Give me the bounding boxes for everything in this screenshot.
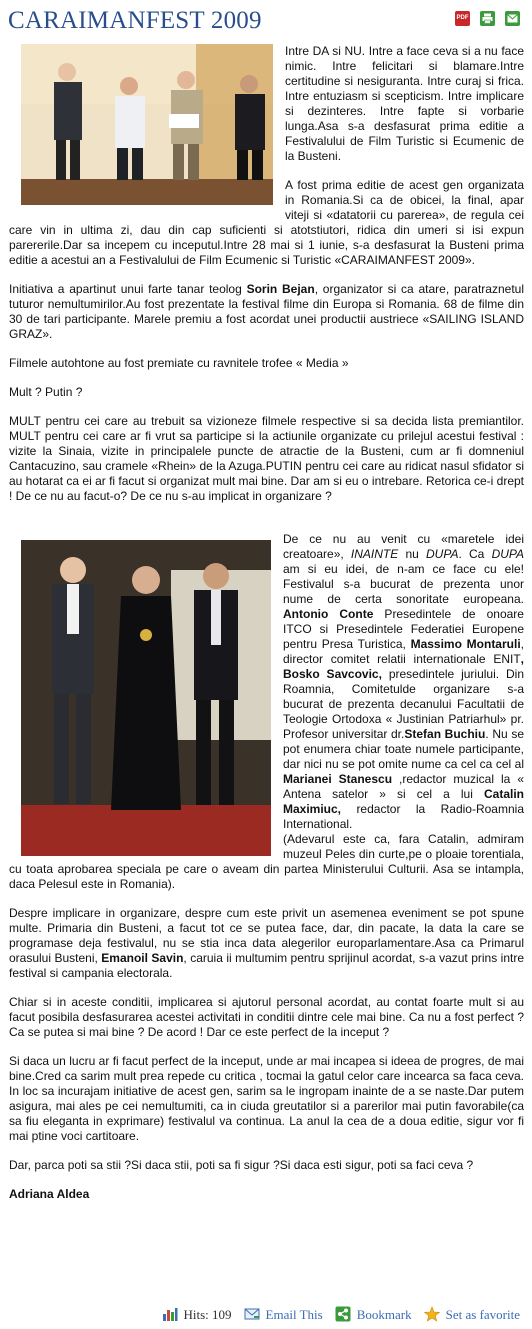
person-name: Marianei Stanescu bbox=[283, 772, 393, 786]
article-title: CARAIMANFEST 2009 bbox=[8, 7, 262, 34]
festival-award-photo bbox=[21, 44, 273, 205]
emphasis: DUPA bbox=[491, 547, 525, 561]
paragraph-initiative bbox=[9, 282, 524, 342]
emphasis: DUPA bbox=[426, 547, 459, 561]
guests-photo bbox=[21, 540, 271, 856]
text-segment: Presedintele de onoare ITCO si Presedintele Federatiei Europene pentru Presa Turistica, bbox=[283, 607, 524, 651]
person-name: Stefan Buchiu bbox=[404, 727, 486, 741]
text-segment: ,redactor muzical la « Antena satelor » si cel a lui bbox=[283, 772, 524, 801]
article-author: Adriana Aldea bbox=[9, 1187, 90, 1201]
article-toolbar bbox=[455, 11, 520, 26]
paragraph-progress: Si daca un lucru ar fi facut perfect de la inceput, unde ar mai incapea si ideea de progres, de mai bine.Cred ca sarim mult prea repede cu critica , tocmai la gatul celor care incearca sa faca ceva. In loc sa incurajam initiative de acest gen, sarim sa le ingropam inainte de a se naste.Dar putem asigura, mai ales pe cei nemultumiti, ca in ciuda greutatilor si a parerilor mai putin favorabile(ca sa fiu eleganta in exprimare) festivalul va continua. La anul la cea de a doua editie, sigur vor fi mai ptine voci cartitoare. bbox=[9, 1054, 524, 1143]
text-segment: , caruia ii multumim pentru sprijinul acordat, s-a vazut prins intre festival si campania electorala. bbox=[9, 951, 524, 980]
person-name: Sorin Bejan bbox=[246, 282, 315, 296]
favorite-star-icon[interactable] bbox=[424, 1306, 440, 1322]
print-icon[interactable] bbox=[480, 11, 495, 26]
paragraph-intro: Intre DA si NU. Intre a face ceva si a nu face nimic. Intre felicitari si blamare.Intre certitudine si nesiguranta. Intre curaj si frica. Intre entuziasm si scepticism. Intre implicare si dezinteres. Intre fapte si vorbarie lunga.Asa s-a desfasurat prima editie a Festivalului de Film Turistic si Ecumenic de la Busteni. bbox=[285, 44, 524, 163]
person-name: Massimo Montaruli bbox=[410, 637, 521, 651]
text-segment: redactor la Radio-Roamnia International. bbox=[283, 802, 524, 831]
set-favorite-link[interactable]: Set as favorite bbox=[445, 1306, 520, 1322]
pdf-icon-label: PDF bbox=[456, 15, 469, 21]
hits-counter: Hits: 109 bbox=[183, 1306, 232, 1322]
text-segment: presedintele juriului. Din Roamnia, Comitetulde organizare s-a bucurat de prezenta decanului Facultatii de Teologie Ortodoxa « Justinian Patriarhul» pr. Profesor universitar dr. bbox=[283, 667, 524, 741]
email-icon[interactable] bbox=[505, 11, 520, 26]
article-footer bbox=[0, 1304, 526, 1324]
paragraph-awards: Filmele autohtone au fost premiate cu ravnitele trofee « Media » bbox=[9, 356, 349, 370]
text-segment: am si eu idei, de n-am ce face cu ele! Festivalul s-a bucurat de prezenta unor nume de certa sonoritate europeana. bbox=[283, 562, 524, 606]
email-this-link[interactable]: Email This bbox=[265, 1306, 323, 1322]
text-segment: nu bbox=[398, 547, 427, 561]
text-segment: . Ca bbox=[458, 547, 492, 561]
paragraph-conditions: Chiar si in aceste conditii, implicarea si ajutorul personal acordat, au contat foarte mult si au facut posibila desfasurarea acestei activitati in conditii dintre cele mai bine. Ca nu a fost perfect ? Ca se putea si mai bine ? De acord ! Dar ce este perfect de la inceput ? bbox=[9, 995, 524, 1039]
person-name: Emanoil Savin bbox=[101, 951, 184, 965]
text-segment: . Nu se pot enumera chiar toate numele participante, dar nici nu se pot omite nume ca cel ca cel al bbox=[283, 727, 525, 771]
emphasis: INAINTE bbox=[350, 547, 399, 561]
text-segment: De ce nu au venit cu «maretele idei creatoare», bbox=[283, 532, 524, 561]
text-segment: , director comitet relatii internationale ENIT bbox=[283, 637, 524, 666]
email-this-icon[interactable] bbox=[244, 1306, 260, 1322]
text-segment: (Adevarul este ca, fara Catalin, admiram muzeul Peles din curte,pe o ploaie torentiala, cu toata aprobarea speciala pe care o aveam din partea Ministerului Culturii. Asa se intampla, daca Pelesul este in Romania). bbox=[9, 832, 524, 891]
person-name: Catalin Maximiuc, bbox=[283, 787, 524, 816]
text-segment: Initiativa a apartinut unui farte tanar teolog bbox=[9, 282, 247, 296]
paragraph-question: Mult ? Putin ? bbox=[9, 385, 83, 399]
paragraph-primaria bbox=[9, 906, 524, 981]
paragraph-first-edition: A fost prima editie de acest gen organizata in Romania.Si ca de obicei, la final, apar viteji si «datatorii cu parerea», de regula cei care vin in ultima zi, dau din cap suficienti si atotstiutori, ridica din umeri si isi expun parererile.Dar sa incepem cu inceputul.Intre 28 mai si 1 iunie, s-a desfasurat la Busteni prima editie a acestui an a Festivalului de Film Ecumenic si Turistic «CARAIMANFEST 2009». bbox=[9, 178, 524, 267]
article-header bbox=[8, 6, 526, 36]
person-name: , Bosko Savcovic, bbox=[283, 652, 524, 681]
bookmark-link[interactable]: Bookmark bbox=[356, 1306, 412, 1322]
paragraph-closing: Dar, parca poti sa stii ?Si daca stii, poti sa fi sigur ?Si daca esti sigur, poti sa faci ceva ? bbox=[9, 1158, 474, 1172]
pdf-icon[interactable] bbox=[455, 11, 470, 26]
text-segment: , organizator si ca atare, paratraznetul tuturor nemultumirilor.Au fost prezentate la festival filme din Europa si Romania. 68 de filme din 30 de tari participante. Marele premiu a fost acordat unei productii austriece «SAILING ISLAND GRAZ». bbox=[9, 282, 524, 341]
bookmark-share-icon[interactable] bbox=[335, 1306, 351, 1322]
hits-chart-icon bbox=[162, 1306, 178, 1322]
article-body bbox=[9, 44, 524, 1216]
person-name: Antonio Conte bbox=[283, 607, 374, 621]
paragraph-mult-putin: MULT pentru cei care au trebuit sa vizioneze filmele respective si sa decida lista premiantilor. MULT pentru cei care ar fi vrut sa participe si la actiunile organizate cu prilejul acestui festival : vizite la Sinaia, vizite in principalele puncte de atractie de la Busteni, cum ar fi domneniul Cantacuzino, sau cramele «Rhein» de la Azuga.PUTIN pentru cei care au ridicat nasul sfidator si au hotarat ca ei ar fi facut si organizat mult mai bine. Dar am si eu o intrebare. Retorica ce-i drept ! De ce nu au facut-o? De ce nu s-au implicat in organizare ? bbox=[9, 414, 524, 503]
text-segment: Despre implicare in organizare, despre cum este privit un asemenea eveniment se pot spune multe. Primaria din Busteni, a facut tot ce se putea face, dar, din pacate, la data la care se programase deja festivalul, nu se stia inca data alegerilor europarlamentare.Asa ca Primarul orasului Busteni, bbox=[9, 906, 524, 965]
